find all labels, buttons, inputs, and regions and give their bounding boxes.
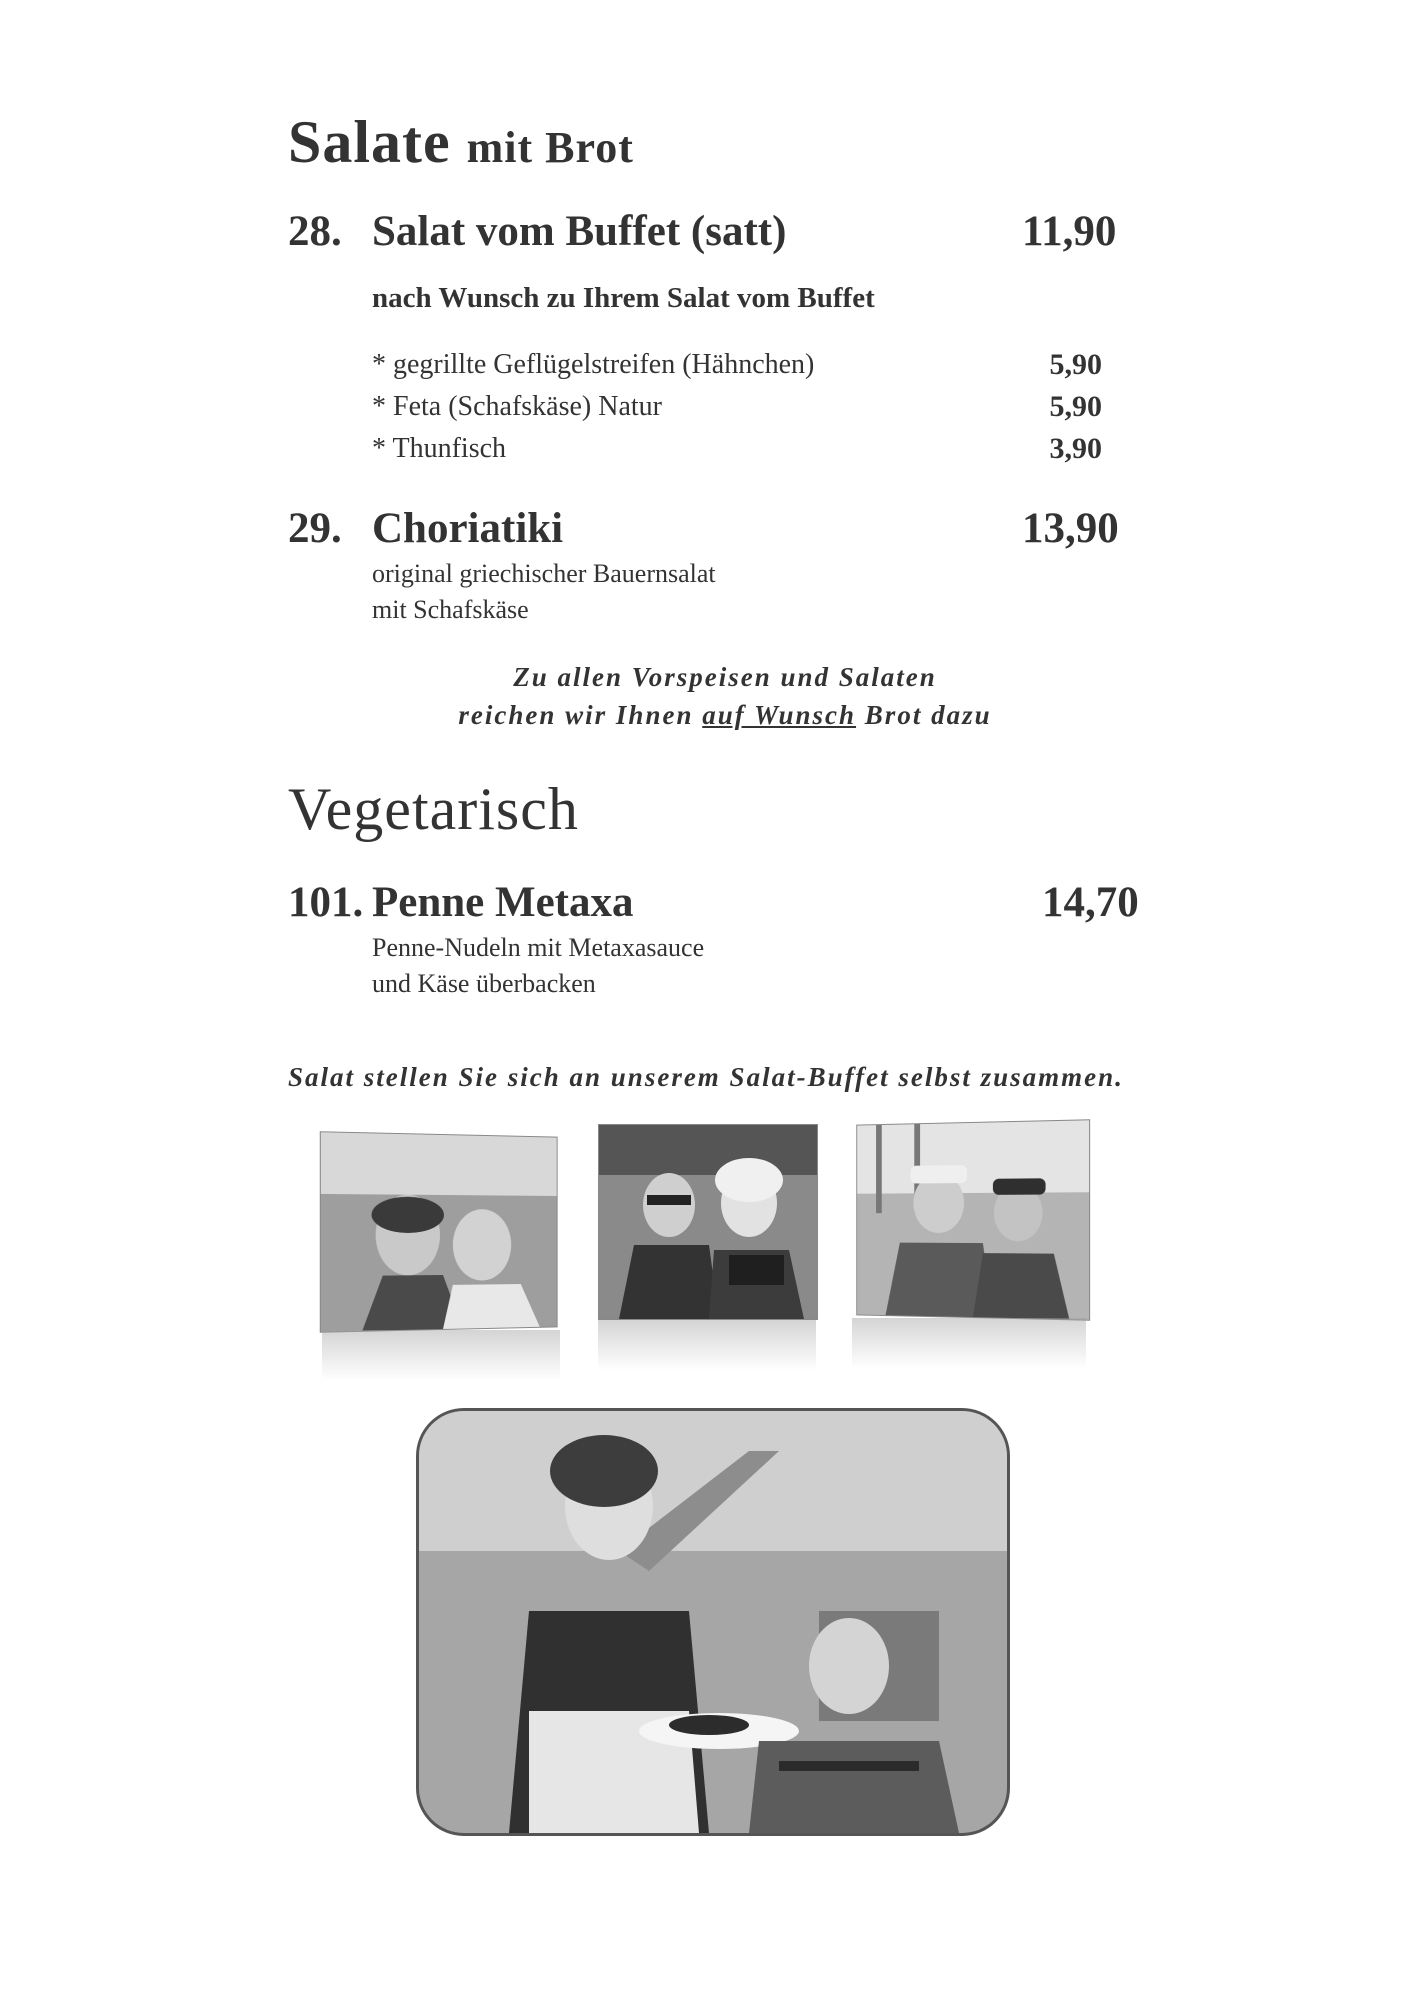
salads-heading-main: Salate (288, 109, 451, 175)
item-29-name: Choriatiki (372, 505, 564, 552)
photo-2-figures (599, 1125, 817, 1319)
salads-heading (288, 108, 634, 177)
film-photo-2-reflection (598, 1320, 816, 1370)
bread-note-line1: Zu allen Vorspeisen und Salaten (513, 662, 937, 692)
item-28-price: 11,90 (1022, 208, 1117, 255)
addon-price: 5,90 (1049, 348, 1102, 381)
item-28-name: Salat vom Buffet (satt) (372, 208, 787, 255)
item-29-desc-line: original griechischer Bauernsalat (372, 559, 716, 588)
item-101-desc-line: und Käse überbacken (372, 969, 596, 998)
photo-large-figures (419, 1411, 1007, 1833)
photo-1-figures (321, 1132, 557, 1332)
addon-price: 3,90 (1049, 432, 1102, 465)
film-photo-1-reflection (322, 1330, 560, 1380)
item-101-desc-line: Penne-Nudeln mit Metaxasauce (372, 933, 705, 962)
addon-label: * Feta (Schafskäse) Natur (372, 391, 663, 422)
addon-label: * Thunfisch (372, 433, 507, 464)
item-29-price: 13,90 (1022, 505, 1119, 552)
vegetarian-heading: Vegetarisch (288, 776, 579, 842)
film-photo-3-reflection (852, 1318, 1086, 1368)
film-photo-3 (856, 1119, 1090, 1321)
item-29-number: 29. (288, 505, 342, 552)
item-28-note: nach Wunsch zu Ihrem Salat vom Buffet (372, 282, 875, 314)
item-101-price: 14,70 (1042, 879, 1139, 926)
film-photo-2 (598, 1124, 818, 1320)
film-photo-1 (320, 1131, 558, 1333)
buffet-note: Salat stellen Sie sich an unserem Salat-Buffet selbst zusammen. (288, 1062, 1124, 1092)
item-101-number: 101. (288, 879, 364, 926)
addon-label: * gegrillte Geflügelstreifen (Hähnchen) (372, 349, 815, 380)
salads-heading-small: mit Brot (466, 123, 634, 172)
item-101-name: Penne Metaxa (372, 879, 634, 926)
bread-note-line2 (360, 696, 1090, 734)
bread-note-underlined: auf Wunsch (702, 700, 857, 730)
bread-note-before: reichen wir Ihnen (458, 700, 703, 730)
item-28-number: 28. (288, 208, 342, 255)
film-photo-large (416, 1408, 1010, 1836)
bread-note-after: Brot dazu (856, 700, 992, 730)
bread-note (360, 658, 1090, 734)
item-29-desc-line: mit Schafskäse (372, 595, 529, 624)
photo-3-figures (857, 1120, 1089, 1319)
addon-price: 5,90 (1049, 390, 1102, 423)
